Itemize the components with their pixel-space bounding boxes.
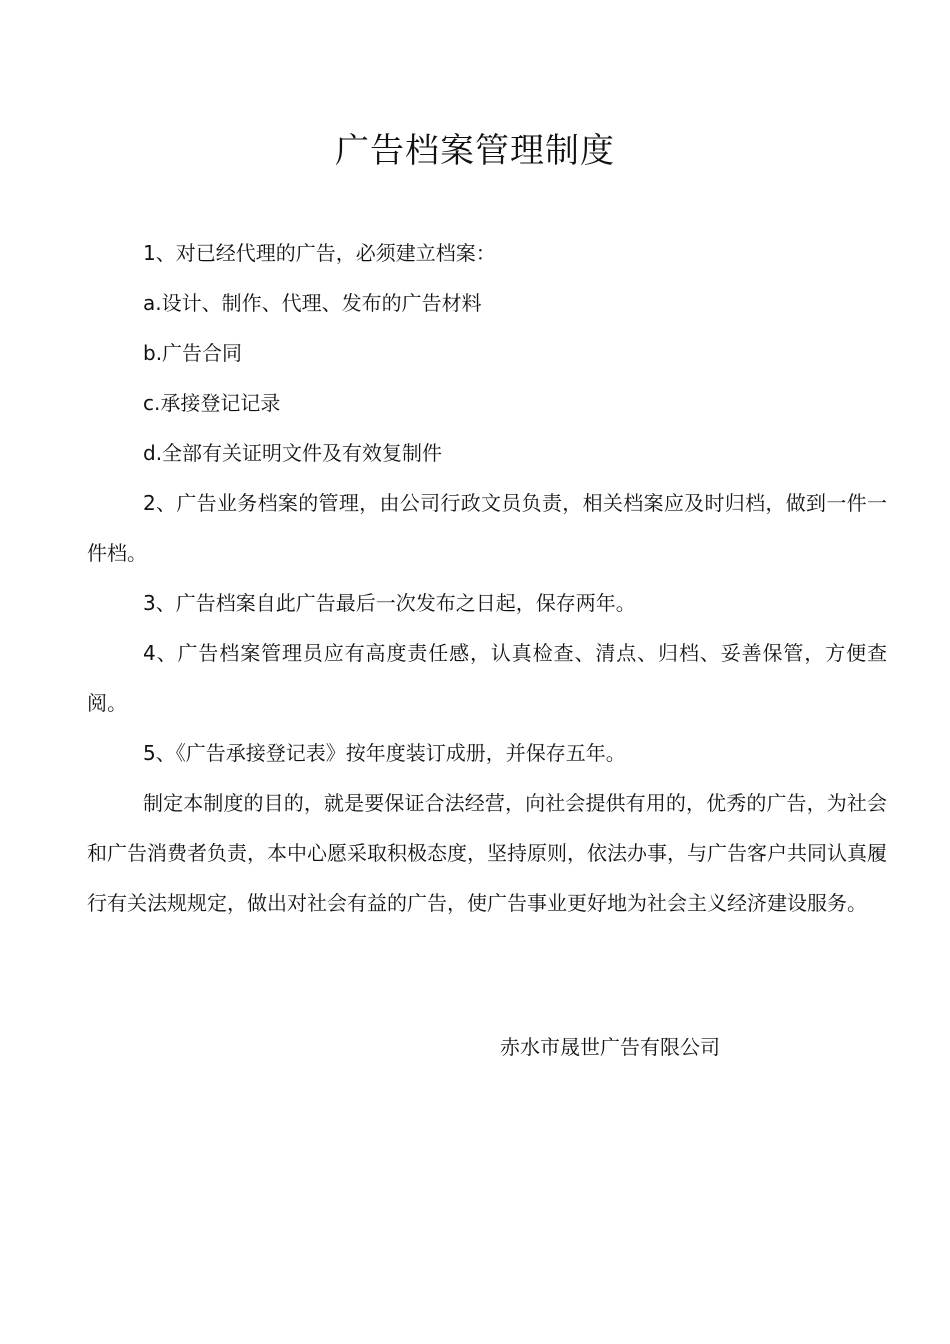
- sub-item-a: a.设计、制作、代理、发布的广告材料: [143, 291, 482, 315]
- document-title: 广告档案管理制度: [335, 131, 615, 171]
- company-signature: 赤水市晟世广告有限公司: [500, 1035, 720, 1059]
- document-body: [87, 228, 887, 928]
- sub-item-c: c.承接登记记录: [143, 391, 281, 415]
- item-1: 1、对已经代理的广告，必须建立档案：: [143, 241, 496, 265]
- item-2: 2、广告业务档案的管理，由公司行政文员负责，相关档案应及时归档，做到一件一件档。: [87, 491, 887, 565]
- sub-item-d: d.全部有关证明文件及有效复制件: [143, 441, 443, 465]
- item-5: 5、《广告承接登记表》按年度装订成册，并保存五年。: [143, 741, 626, 765]
- item-4: 4、广告档案管理员应有高度责任感，认真检查、清点、归档、妥善保管，方便查阅。: [87, 641, 887, 715]
- item-3: 3、广告档案自此广告最后一次发布之日起，保存两年。: [143, 591, 636, 615]
- closing-paragraph: 制定本制度的目的，就是要保证合法经营，向社会提供有用的，优秀的广告，为社会和广告消费者负责，本中心愿采取积极态度，坚持原则，依法办事，与广告客户共同认真履行有关法规规定，做出对社会有益的广告，使广告事业更好地为社会主义经济建设服务。: [87, 791, 887, 915]
- sub-item-b: b.广告合同: [143, 341, 243, 365]
